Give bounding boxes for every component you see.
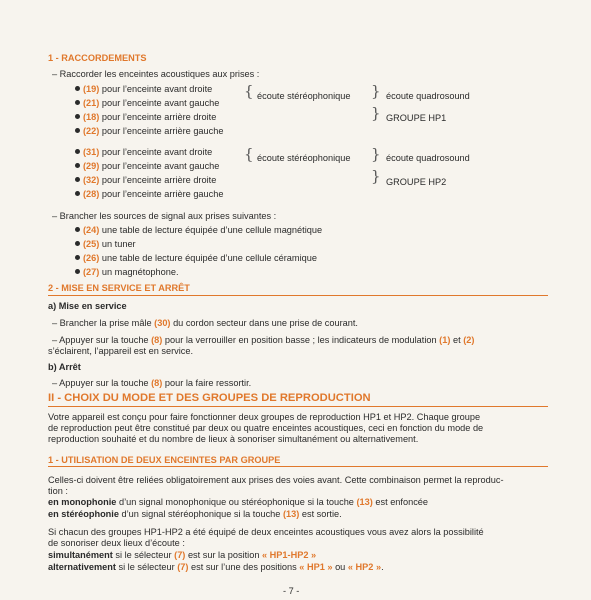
- section-divider: [48, 295, 548, 296]
- arret-line: – Appuyer sur la touche (8) pour la faire ressortir.: [52, 378, 252, 388]
- stereo-label-1: écoute stéréophonique: [257, 91, 351, 101]
- bullet-icon: [75, 255, 80, 260]
- intro-para-line-2: de reproduction peut être constitué par deux ou quatre enceintes acoustiques, ceci en fonction du mode de: [48, 423, 484, 433]
- alternatif-line: alternativement si le sélecteur (7) est sur l’une des positions « HP1 » ou « HP2 ».: [48, 562, 384, 572]
- group2-row-3: (32) pour l’enceinte arrière droite: [75, 175, 216, 186]
- combo-para-line-1: Celles-ci doivent être reliées obligatoirement aux prises des voies avant. Cette combinaison permet la reproduc-: [48, 475, 504, 485]
- group2-row-4: (28) pour l’enceinte arrière gauche: [75, 189, 223, 200]
- press-line: – Appuyer sur la touche (8) pour la verrouiller en position basse ; les indicateurs de modulation (1) et (2): [52, 335, 475, 345]
- bullet-icon: [75, 128, 80, 133]
- group-hp1-label: GROUPE HP1: [386, 113, 447, 123]
- bullet-icon: [75, 269, 80, 274]
- intro-para-line-3: reproduction souhaité et du nombre de lieux à sonoriser simultanément ou alternativement.: [48, 434, 419, 444]
- mono-line: en monophonie d’un signal monophonique ou stéréophonique si la touche (13) est enfoncée: [48, 497, 429, 507]
- group1-row-4: (22) pour l’enceinte arrière gauche: [75, 126, 223, 137]
- brace-icon: }: [371, 167, 381, 185]
- source-row-3: (26) une table de lecture équipée d’une cellule céramique: [75, 253, 317, 264]
- source-row-4: (27) un magnétophone.: [75, 267, 179, 278]
- intro-para-line-1: Votre appareil est conçu pour faire fonctionner deux groupes de reproduction HP1 et HP2. Chaque groupe: [48, 412, 481, 422]
- source-row-2: (25) un tuner: [75, 239, 136, 250]
- section-title-raccordements: 1 - RACCORDEMENTS: [48, 53, 147, 63]
- stereo-line: en stéréophonie d’un signal stéréophonique si la touche (13) est sortie.: [48, 509, 342, 519]
- bullet-icon: [75, 191, 80, 196]
- bullet-icon: [75, 227, 80, 232]
- brace-icon: }: [371, 82, 381, 100]
- press-line-2: s’éclairent, l’appareil est en service.: [48, 346, 194, 356]
- group-hp2-label: GROUPE HP2: [386, 177, 447, 187]
- stereo-label-2: écoute stéréophonique: [257, 153, 351, 163]
- section-title-choix: II - CHOIX DU MODE ET DES GROUPES DE REPRODUCTION: [48, 392, 371, 404]
- sources-text: Brancher les sources de signal aux prises suivantes :: [59, 211, 277, 221]
- brace-icon: {: [244, 82, 254, 100]
- quadro-label-1: écoute quadrosound: [386, 91, 470, 101]
- group1-row-1: (19) pour l’enceinte avant droite: [75, 84, 212, 95]
- brace-icon: }: [371, 145, 381, 163]
- bullet-icon: [75, 114, 80, 119]
- group1-row-2: (21) pour l’enceinte avant gauche: [75, 98, 219, 109]
- bullet-icon: [75, 149, 80, 154]
- bullet-icon: [75, 100, 80, 105]
- subsection-arret: b) Arrêt: [48, 362, 81, 372]
- branch-line: – Brancher la prise mâle (30) du cordon secteur dans une prise de courant.: [52, 318, 358, 328]
- source-row-1: (24) une table de lecture équipée d’une cellule magnétique: [75, 225, 322, 236]
- subsection-deux-enceintes: 1 - UTILISATION DE DEUX ENCEINTES PAR GROUPE: [48, 455, 281, 465]
- brace-icon: {: [244, 145, 254, 163]
- bullet-icon: [75, 163, 80, 168]
- group1-row-3: (18) pour l’enceinte arrière droite: [75, 112, 216, 123]
- section-title-mise-en-service: 2 - MISE EN SERVICE ET ARRÊT: [48, 283, 190, 293]
- quadro-label-2: écoute quadrosound: [386, 153, 470, 163]
- section-divider: [48, 466, 548, 467]
- sources-line: – Brancher les sources de signal aux prises suivantes :: [52, 211, 277, 221]
- raccorder-line: – Raccorder les enceintes acoustiques aux prises :: [52, 69, 260, 79]
- subsection-mise-en-service: a) Mise en service: [48, 301, 127, 311]
- hp-para-line-1: Si chacun des groupes HP1-HP2 a été équipé de deux enceintes acoustiques vous avez alors la possibilité: [48, 527, 484, 537]
- combo-para-line-2: tion :: [48, 486, 68, 496]
- raccorder-text: Raccorder les enceintes acoustiques aux prises :: [59, 69, 260, 79]
- page-number: - 7 -: [283, 586, 300, 596]
- bullet-icon: [75, 241, 80, 246]
- section-divider: [48, 406, 548, 407]
- group2-row-1: (31) pour l’enceinte avant droite: [75, 147, 212, 158]
- group2-row-2: (29) pour l’enceinte avant gauche: [75, 161, 219, 172]
- simultane-line: simultanément si le sélecteur (7) est sur la position « HP1-HP2 »: [48, 550, 317, 560]
- hp-para-line-2: de sonoriser deux lieux d’écoute :: [48, 538, 185, 548]
- bullet-icon: [75, 177, 80, 182]
- brace-icon: }: [371, 104, 381, 122]
- bullet-icon: [75, 86, 80, 91]
